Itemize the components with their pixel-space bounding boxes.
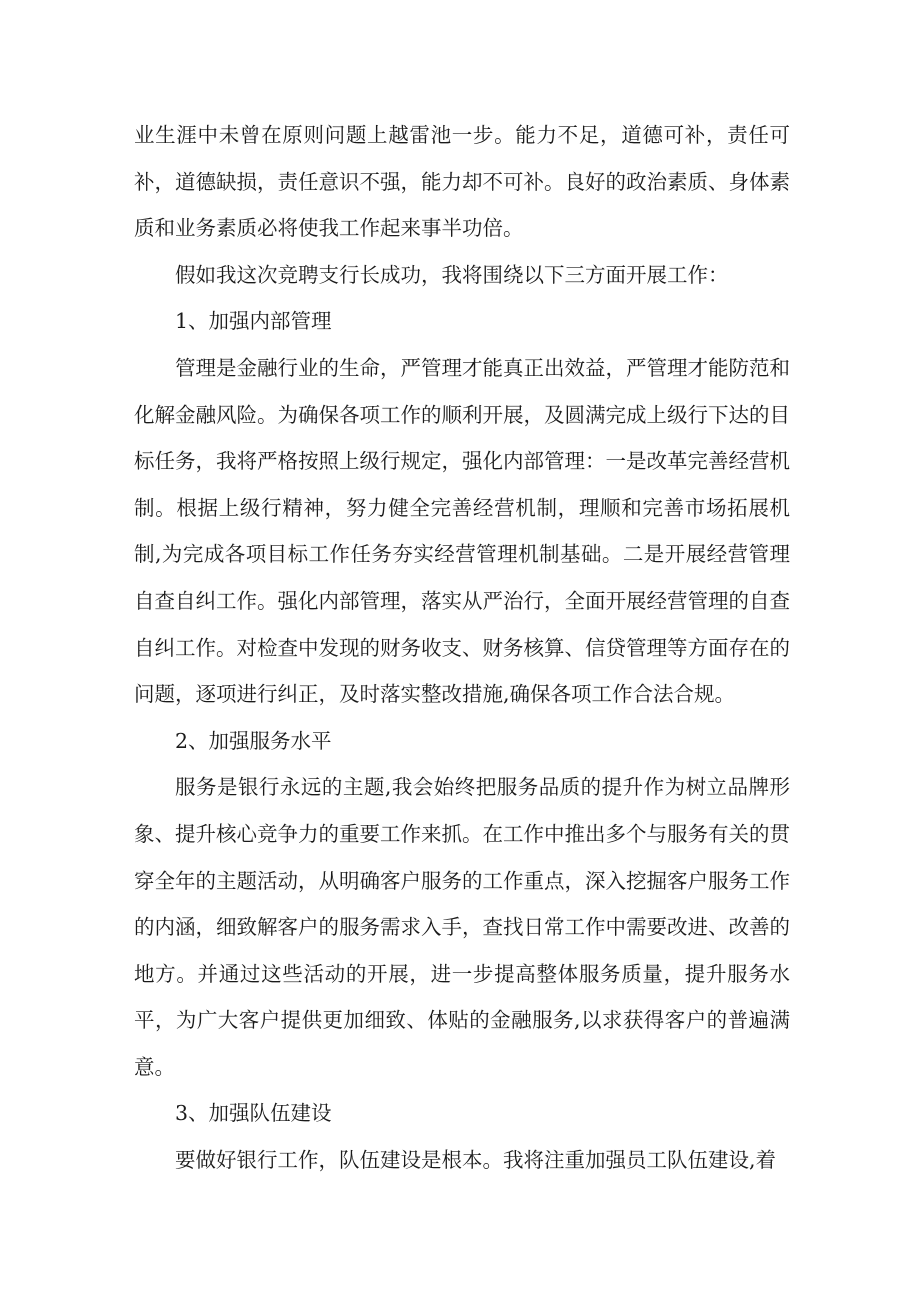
paragraph-service-level: 服务是银行永远的主题,我会始终把服务品质的提升作为树立品牌形象、提升核心竞争力的重要工作来抓。在工作中推出多个与服务有关的贯穿全年的主题活动，从明确客户服务的工作重点，深入挖掘客户服务工作的内涵，细致解客户的服务需求入手，查找日常工作中需要改进、改善的地方。并通过这些活动的开展，进一步提高整体服务质量，提升服务水平，为广大客户提供更加细致、体贴的金融服务,以求获得客户的普遍满意。	[134, 775, 790, 1079]
paragraph-team-building: 要做好银行工作，队伍建设是根本。我将注重加强员工队伍建设,着	[175, 1148, 777, 1173]
section-heading-team-building: 3、加强队伍建设	[175, 1101, 332, 1126]
paragraph-continuation: 业生涯中未曾在原则问题上越雷池一步。能力不足，道德可补，责任可补，道德缺损，责任意识不强，能力却不可补。良好的政治素质、身体素质和业务素质必将使我工作起来事半功倍。	[134, 123, 790, 241]
section-heading-internal-management: 1、加强内部管理	[175, 309, 332, 334]
paragraph-internal-management: 管理是金融行业的生命，严管理才能真正出效益，严管理才能防范和化解金融风险。为确保各项工作的顺利开展，及圆满完成上级行下达的目标任务，我将严格按照上级行规定，强化内部管理：一是改革完善经营机制。根据上级行精神，努力健全完善经营机制，理顺和完善市场拓展机制,为完成各项目标工作任务夯实经营管理机制基础。二是开展经营管理自查自纠工作。强化内部管理，落实从严治行，全面开展经营管理的自查自纠工作。对检查中发现的财务收支、财务核算、信贷管理等方面存在的问题，逐项进行纠正，及时落实整改措施,确保各项工作合法合规。	[134, 355, 790, 707]
document-body	[134, 112, 790, 1184]
section-heading-service-level: 2、加强服务水平	[175, 728, 332, 753]
paragraph-intro: 假如我这次竞聘支行长成功，我将围绕以下三方面开展工作：	[175, 262, 729, 287]
